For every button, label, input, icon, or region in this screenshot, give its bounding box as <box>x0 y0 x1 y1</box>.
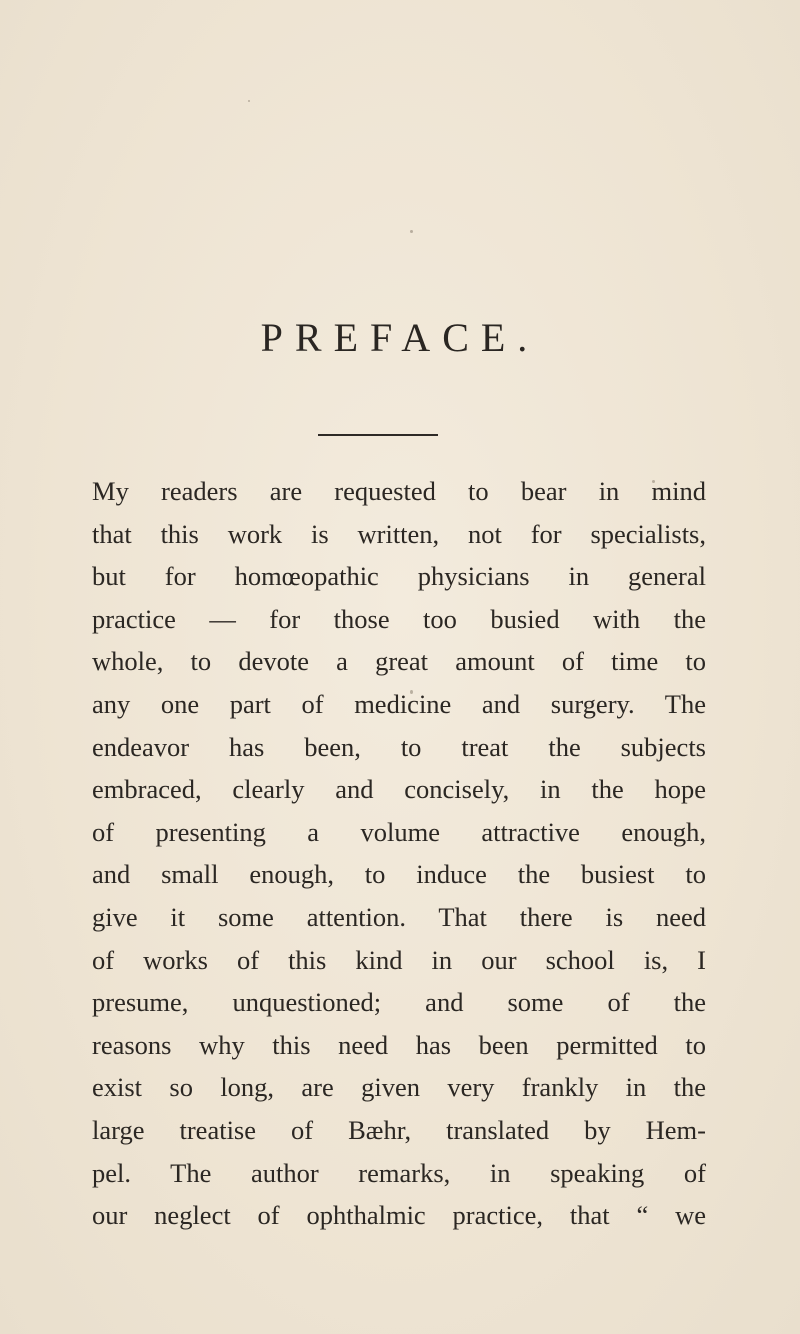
text-line: give it some attention. That there is need <box>92 901 706 932</box>
text-line: of works of this kind in our school is, I <box>92 944 706 975</box>
title-divider <box>318 434 438 436</box>
text-line: whole, to devote a great amount of time to <box>92 646 706 677</box>
paper-speck <box>248 100 250 102</box>
text-line: presume, unquestioned; and some of the <box>92 987 706 1018</box>
text-line: exist so long, are given very frankly in the <box>92 1072 706 1103</box>
text-line: of presenting a volume attractive enough, <box>92 816 706 847</box>
text-line: My readers are requested to bear in mind <box>92 476 706 506</box>
text-line: any one part of medicine and surgery. The <box>92 688 706 719</box>
page-title: PREFACE. <box>260 315 540 360</box>
text-line: practice — for those too busied with the <box>92 603 706 634</box>
text-line: our neglect of ophthalmic practice, that “ we <box>92 1200 706 1231</box>
text-line: but for homœopathic physicians in general <box>92 561 706 592</box>
text-line: large treatise of Bæhr, translated by Hem- <box>92 1114 706 1145</box>
text-line: embraced, clearly and concisely, in the hope <box>92 774 706 805</box>
preface-body <box>92 470 706 1237</box>
text-line: reasons why this need has been permitted to <box>92 1029 706 1060</box>
paper-speck <box>410 230 413 233</box>
text-line: endeavor has been, to treat the subjects <box>92 731 706 762</box>
text-line: pel. The author remarks, in speaking of <box>92 1157 706 1188</box>
text-line: and small enough, to induce the busiest to <box>92 859 706 890</box>
text-line: that this work is written, not for specialists, <box>92 518 706 549</box>
